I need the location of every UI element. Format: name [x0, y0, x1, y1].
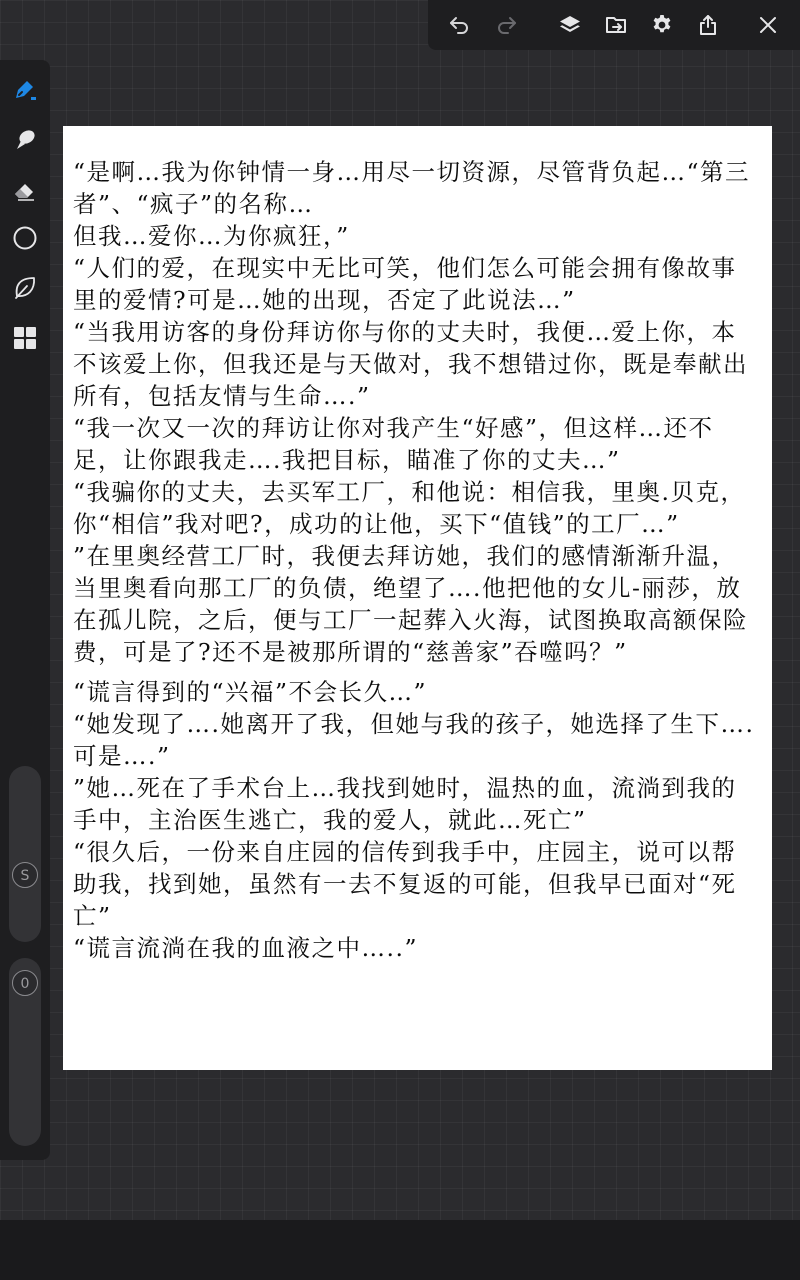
leaf-icon[interactable] [9, 272, 41, 304]
grid-icon[interactable] [9, 322, 41, 354]
brush-size-slider[interactable] [9, 766, 41, 942]
top-toolbar [428, 0, 800, 50]
paragraph: “是啊…我为你钟情一身…用尽一切资源，尽管背负起…“第三者”、“疯子”的名称… [73, 158, 751, 218]
paragraph: “我一次又一次的拜访让你对我产生“好感”，但这样…还不足，让你跟我走….我把目标，瞄准了你的丈夫…” [73, 414, 714, 474]
close-icon[interactable] [752, 9, 784, 41]
undo-icon[interactable] [443, 9, 475, 41]
brush-size-handle[interactable]: S [12, 862, 38, 888]
paragraph: ”她…死在了手术台上…我找到她时，温热的血，流淌到我的手中，主治医生逃亡，我的爱人，就此…死亡” [73, 774, 737, 834]
paragraph: “我骗你的丈夫，去买军工厂，和他说：相信我，里奥.贝克，你“相信”我对吧?，成功的让他，买下“值钱”的工厂…” [73, 478, 746, 538]
tool-rail [0, 60, 50, 1160]
marker-icon[interactable] [9, 124, 41, 156]
paragraph: 但我…爱你…为你疯狂，” [73, 222, 350, 250]
opacity-handle[interactable]: 0 [12, 970, 38, 996]
paragraph: “谎言得到的“兴福”不会长久…” [73, 678, 428, 706]
paragraph: ”在里奥经营工厂时，我便去拜访她，我们的感情渐渐升温，当里奥看向那工厂的负债，绝望了….他把他的女儿-丽莎，放在孤儿院，之后，便与工厂一起葬入火海，试图换取高额保险费，可是了?还不是被那所谓的“慈善家”吞噬吗？” [73, 542, 748, 666]
paragraph: “很久后，一份来自庄园的信传到我手中，庄园主，说可以帮助我，找到她，虽然有一去不复返的可能，但我早已面对“死亡” [73, 838, 737, 930]
paragraph: “她发现了….她离开了我，但她与我的孩子，她选择了生下….可是….” [73, 710, 755, 770]
eraser-icon[interactable] [9, 174, 41, 206]
pen-icon[interactable] [9, 74, 41, 106]
import-file-icon[interactable] [600, 9, 632, 41]
share-icon[interactable] [692, 9, 724, 41]
paragraph: “人们的爱，在现实中无比可笑，他们怎么可能会拥有像故事里的爱情?可是…她的出现，否定了此说法…” [73, 254, 737, 314]
document-page [63, 126, 772, 1070]
gear-icon[interactable] [646, 9, 678, 41]
shape-circle-icon[interactable] [9, 222, 41, 254]
paragraph: “谎言流淌在我的血液之中…..” [73, 934, 418, 962]
bottom-bar [0, 1220, 800, 1280]
layers-icon[interactable] [554, 9, 586, 41]
redo-icon[interactable] [491, 9, 523, 41]
paragraph: “当我用访客的身份拜访你与你的丈夫时，我便…爱上你，本不该爱上你，但我还是与天做对，我不想错过你，既是奉献出所有，包括友情与生命….” [73, 318, 748, 410]
